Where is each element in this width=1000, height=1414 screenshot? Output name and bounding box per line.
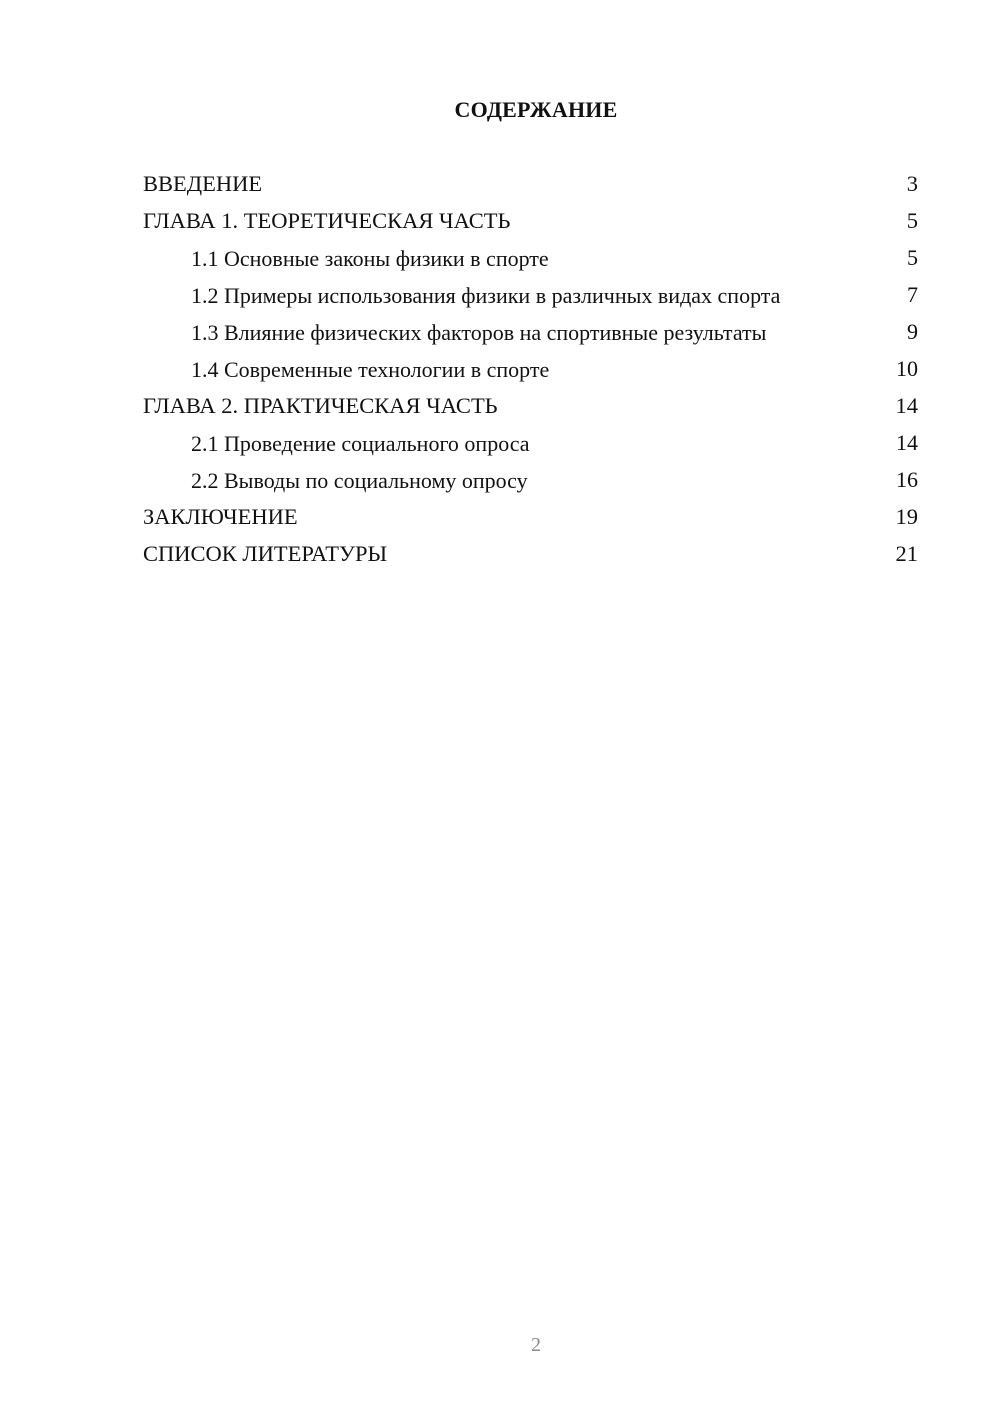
- toc-entry-label: 2.2 Выводы по социальному опросу: [191, 468, 528, 493]
- toc-entry-introduction: [143, 170, 918, 198]
- toc-entry-conclusion: [143, 503, 918, 531]
- toc-entry-page: 10: [896, 356, 918, 381]
- toc-entry-page: 16: [896, 467, 918, 492]
- toc-entry-page: 7: [907, 282, 918, 307]
- toc-entry-label: 1.1 Основные законы физики в спорте: [191, 246, 549, 271]
- toc-entry-section-1-3: [143, 318, 918, 346]
- toc-entry-page: 3: [906, 171, 918, 196]
- toc-entry-section-2-2: [143, 466, 918, 494]
- toc-entry-label: ВВЕДЕНИЕ: [143, 171, 263, 196]
- toc-entry-section-2-1: [143, 429, 918, 457]
- toc-entry-page: 21: [895, 541, 918, 566]
- toc-entry-label: ГЛАВА 2. ПРАКТИЧЕСКАЯ ЧАСТЬ: [143, 393, 498, 418]
- toc-entry-label: ЗАКЛЮЧЕНИЕ: [143, 504, 298, 529]
- toc-entry-chapter-1: [143, 207, 918, 235]
- toc-entry-references: [143, 540, 918, 568]
- toc-entry-page: 9: [907, 319, 918, 344]
- toc-entry-label: СПИСОК ЛИТЕРАТУРЫ: [143, 541, 388, 566]
- toc-entry-label: 2.1 Проведение социального опроса: [191, 431, 530, 456]
- toc-entry-page: 5: [906, 208, 918, 233]
- toc-entry-label: 1.2 Примеры использования физики в различных видах спорта: [191, 283, 781, 308]
- toc-entry-page: 14: [896, 430, 918, 455]
- toc-title: СОДЕРЖАНИЕ: [454, 97, 618, 122]
- toc-entry-section-1-1: [143, 244, 918, 272]
- toc-entry-section-1-2: [143, 281, 918, 309]
- toc-entry-section-1-4: [143, 355, 918, 383]
- toc-list: [143, 170, 918, 577]
- toc-entry-page: 5: [907, 245, 918, 270]
- toc-entry-page: 14: [895, 393, 918, 418]
- toc-entry-label: 1.4 Современные технологии в спорте: [191, 357, 550, 382]
- toc-entry-label: 1.3 Влияние физических факторов на спортивные результаты: [191, 320, 767, 345]
- toc-entry-label: ГЛАВА 1. ТЕОРЕТИЧЕСКАЯ ЧАСТЬ: [143, 208, 511, 233]
- toc-entry-page: 19: [895, 504, 918, 529]
- page-number: 2: [531, 1334, 541, 1356]
- toc-entry-chapter-2: [143, 392, 918, 420]
